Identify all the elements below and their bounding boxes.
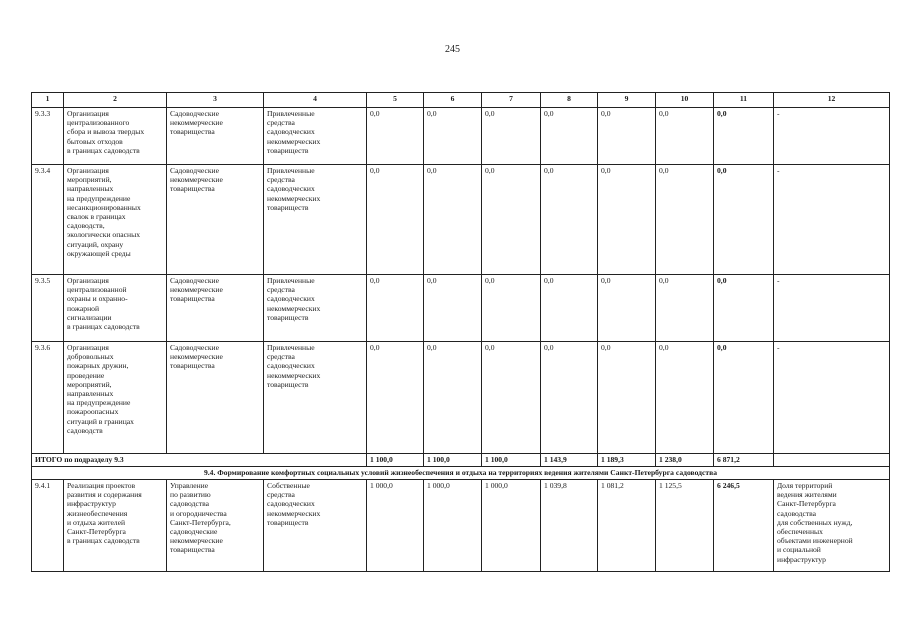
row-value: 1 000,0 <box>367 480 424 572</box>
row-measure-name: Организация централизованного сбора и вывоза твердых бытовых отходов в границах садоводств <box>64 108 167 165</box>
row-value: 0,0 <box>541 108 598 165</box>
row-code: 9.3.3 <box>32 108 64 165</box>
row-result: - <box>774 108 890 165</box>
row-funding-source: Привлеченные средства садоводческих некоммерческих товариществ <box>264 342 367 454</box>
col-header: 2 <box>64 93 167 108</box>
row-value: 0,0 <box>482 165 541 275</box>
row-value: 0,0 <box>424 165 482 275</box>
row-total: 0,0 <box>714 108 774 165</box>
subtotal-value: 1 143,9 <box>541 454 598 467</box>
row-value: 0,0 <box>541 342 598 454</box>
col-header: 12 <box>774 93 890 108</box>
row-result: - <box>774 275 890 342</box>
subtotal-value: 1 100,0 <box>424 454 482 467</box>
row-value: 0,0 <box>598 275 656 342</box>
row-value: 0,0 <box>424 342 482 454</box>
row-value: 1 039,8 <box>541 480 598 572</box>
row-value: 0,0 <box>367 275 424 342</box>
section-heading-row <box>32 467 890 480</box>
row-funding-source: Привлеченные средства садоводческих некоммерческих товариществ <box>264 275 367 342</box>
row-value: 0,0 <box>598 108 656 165</box>
row-value: 0,0 <box>367 165 424 275</box>
subtotal-empty <box>774 454 890 467</box>
col-header: 3 <box>167 93 264 108</box>
subtotal-value: 1 100,0 <box>367 454 424 467</box>
row-value: 0,0 <box>367 342 424 454</box>
row-value: 0,0 <box>541 165 598 275</box>
row-result: - <box>774 165 890 275</box>
col-header: 6 <box>424 93 482 108</box>
row-code: 9.3.6 <box>32 342 64 454</box>
col-header: 9 <box>598 93 656 108</box>
table-row <box>32 165 890 275</box>
row-measure-name: Организация мероприятий, направленных на предупреждение несанкционированных свалок в границах садоводств, экологически опасных ситуаций, охрану окружающей среды <box>64 165 167 275</box>
row-value: 0,0 <box>541 275 598 342</box>
row-code: 9.3.5 <box>32 275 64 342</box>
row-measure-name: Организация добровольных пожарных дружин, проведение мероприятий, направленных на предупреждение пожароопасных ситуаций в границах садоводств <box>64 342 167 454</box>
col-header: 4 <box>264 93 367 108</box>
table-row <box>32 480 890 572</box>
row-code: 9.3.4 <box>32 165 64 275</box>
row-executor: Садоводческие некоммерческие товарищества <box>167 108 264 165</box>
row-total: 6 246,5 <box>714 480 774 572</box>
col-header: 8 <box>541 93 598 108</box>
row-executor: Управление по развитию садоводства и огородничества Санкт-Петербурга, садоводческие некоммерческие товарищества <box>167 480 264 572</box>
row-value: 0,0 <box>656 342 714 454</box>
row-value: 1 125,5 <box>656 480 714 572</box>
row-value: 0,0 <box>656 108 714 165</box>
row-value: 0,0 <box>482 108 541 165</box>
subtotal-value: 1 100,0 <box>482 454 541 467</box>
row-value: 0,0 <box>367 108 424 165</box>
row-measure-name: Организация централизованной охраны и охранно- пожарной сигнализации в границах садоводств <box>64 275 167 342</box>
row-value: 0,0 <box>598 165 656 275</box>
subtotal-row <box>32 454 890 467</box>
row-executor: Садоводческие некоммерческие товарищества <box>167 275 264 342</box>
row-value: 1 000,0 <box>482 480 541 572</box>
col-header: 1 <box>32 93 64 108</box>
subtotal-total: 6 871,2 <box>714 454 774 467</box>
page-number: 245 <box>445 44 460 55</box>
table-row <box>32 342 890 454</box>
table-row <box>32 108 890 165</box>
header-row <box>32 93 890 108</box>
row-value: 1 081,2 <box>598 480 656 572</box>
row-value: 0,0 <box>424 275 482 342</box>
row-total: 0,0 <box>714 342 774 454</box>
row-funding-source: Привлеченные средства садоводческих некоммерческих товариществ <box>264 165 367 275</box>
row-value: 0,0 <box>482 342 541 454</box>
row-measure-name: Реализация проектов развития и содержания инфраструктур жизнеобеспечения и отдыха жителей Санкт-Петербурга в границах садоводств <box>64 480 167 572</box>
col-header: 10 <box>656 93 714 108</box>
row-code: 9.4.1 <box>32 480 64 572</box>
row-total: 0,0 <box>714 275 774 342</box>
subtotal-value: 1 189,3 <box>598 454 656 467</box>
row-value: 0,0 <box>598 342 656 454</box>
subtotal-value: 1 238,0 <box>656 454 714 467</box>
row-value: 0,0 <box>656 275 714 342</box>
row-executor: Садоводческие некоммерческие товарищества <box>167 165 264 275</box>
col-header: 11 <box>714 93 774 108</box>
row-result: - <box>774 342 890 454</box>
col-header: 5 <box>367 93 424 108</box>
row-value: 0,0 <box>424 108 482 165</box>
program-table <box>31 92 890 572</box>
row-result: Доля территорий ведения жителями Санкт-Петербурга садоводства для собственных нужд, обеспеченных объектами инженерной и социальной инфраструктур <box>774 480 890 572</box>
table-row <box>32 275 890 342</box>
subtotal-label: ИТОГО по подразделу 9.3 <box>32 454 367 467</box>
row-value: 0,0 <box>482 275 541 342</box>
row-value: 1 000,0 <box>424 480 482 572</box>
section-title: 9.4. Формирование комфортных социальных условий жизнеобеспечения и отдыха на территориях ведения жителями Санкт-Петербурга садоводства <box>32 467 890 480</box>
row-funding-source: Собственные средства садоводческих некоммерческих товариществ <box>264 480 367 572</box>
row-funding-source: Привлеченные средства садоводческих некоммерческих товариществ <box>264 108 367 165</box>
row-value: 0,0 <box>656 165 714 275</box>
row-total: 0,0 <box>714 165 774 275</box>
col-header: 7 <box>482 93 541 108</box>
row-executor: Садоводческие некоммерческие товарищества <box>167 342 264 454</box>
